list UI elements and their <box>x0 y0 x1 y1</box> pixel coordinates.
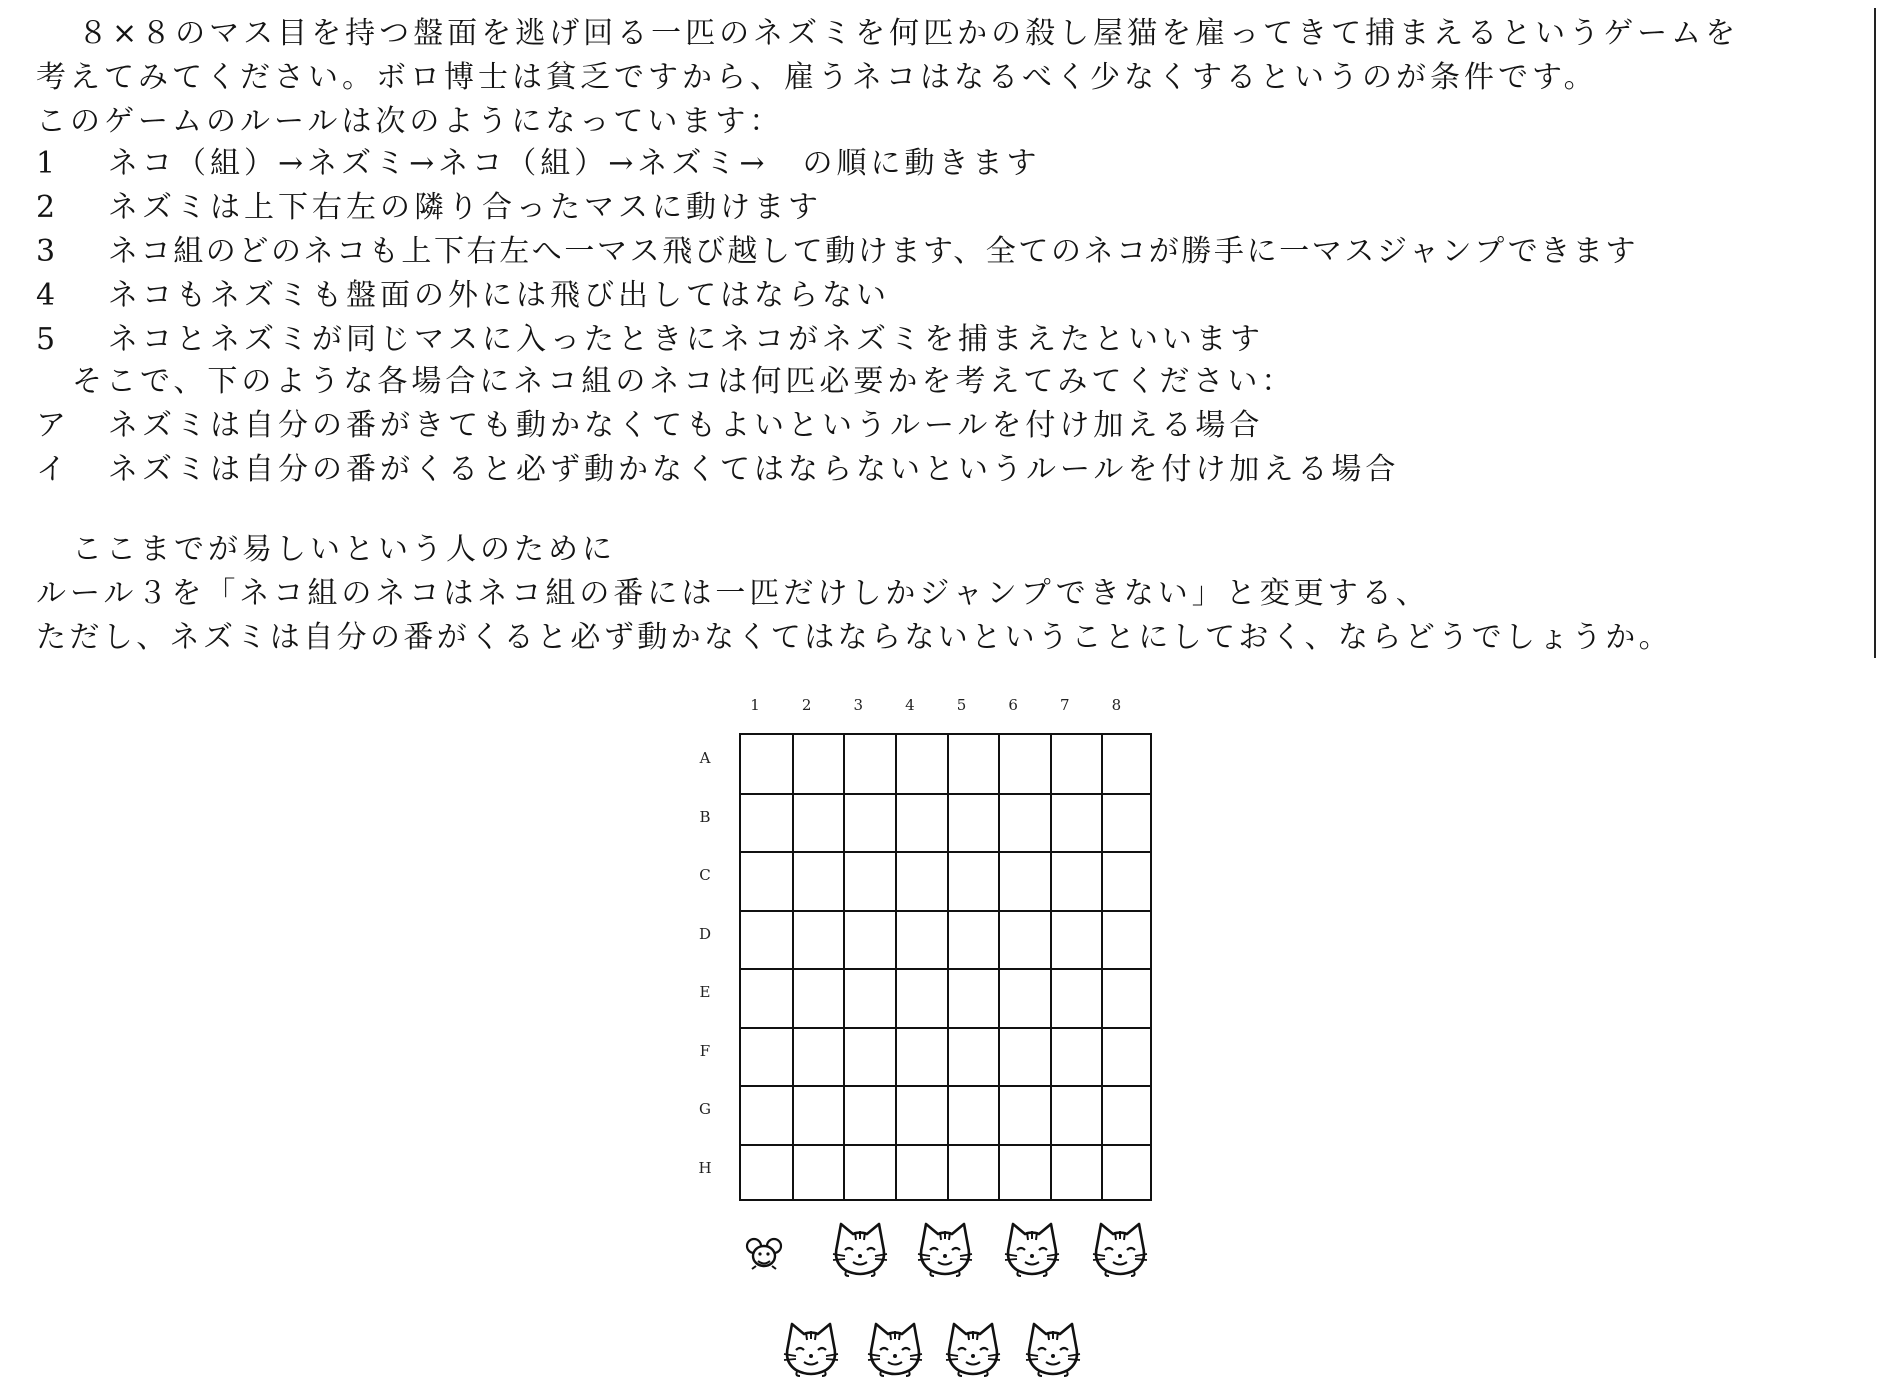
rule-5 <box>36 318 1264 362</box>
case-a <box>36 404 1263 448</box>
rule-text: ネコ（組）→ネズミ→ネコ（組）→ネズミ→ の順に動きます <box>108 146 1041 181</box>
intro-line-1: ８×８のマス目を持つ盤面を逃げ回る一匹のネズミを何匹かの殺し屋猫を雇ってきて捕まえるというゲームを <box>78 16 1740 51</box>
row-label: E <box>699 983 711 1002</box>
rule-text: ネコもネズミも盤面の外には飛び出してはならない <box>108 278 890 313</box>
case-text: ネズミは自分の番がくると必ず動かなくてはならないというルールを付け加える場合 <box>108 452 1400 487</box>
extra-line-3: ただし、ネズミは自分の番がくると必ず動かなくてはならないということにしておく、ならどうでしょうか。 <box>36 620 1672 655</box>
column-label: 8 <box>1111 696 1122 714</box>
case-label: イ <box>36 452 70 487</box>
grid-vline <box>1101 735 1103 1199</box>
rule-3 <box>36 230 1638 274</box>
grid-vline <box>895 735 897 1199</box>
row-label: H <box>698 1158 712 1177</box>
grid-hline <box>741 910 1150 912</box>
row-label: C <box>699 866 711 885</box>
cat-icon <box>780 1320 842 1378</box>
game-board-8x8 <box>739 733 1152 1201</box>
cat-icon <box>914 1220 976 1278</box>
grid-hline <box>741 793 1150 795</box>
intro-line-2: 考えてみてください。ボロ博士は貧乏ですから、雇うネコはなるべく少なくするというのが条件です。 <box>36 60 1598 95</box>
grid-vline <box>843 735 845 1199</box>
row-label: B <box>699 807 711 826</box>
rule-number: 2 <box>36 190 60 225</box>
grid-vline <box>1050 735 1052 1199</box>
rule-1 <box>36 142 1041 186</box>
grid-hline <box>741 1027 1150 1029</box>
rule-4 <box>36 274 890 318</box>
rule-text: ネコとネズミが同じマスに入ったときにネコがネズミを捕まえたといいます <box>108 322 1264 357</box>
grid-hline <box>741 1144 1150 1146</box>
grid-vline <box>998 735 1000 1199</box>
column-label: 4 <box>905 696 915 714</box>
grid-hline <box>741 968 1150 970</box>
cat-icon <box>1022 1320 1084 1378</box>
question-line: そこで、下のような各場合にネコ組のネコは何匹必要かを考えてみてください： <box>72 364 1296 399</box>
cat-icon <box>829 1220 891 1278</box>
mouse-icon <box>744 1236 786 1270</box>
cat-icon <box>1089 1220 1151 1278</box>
column-label: 7 <box>1059 696 1070 714</box>
rule-2 <box>36 186 822 230</box>
cat-icon <box>864 1320 926 1378</box>
column-label: 5 <box>956 696 967 714</box>
rule-text: ネズミは上下右左の隣り合ったマスに動けます <box>108 190 822 225</box>
row-label: D <box>698 924 712 943</box>
page-edge-line <box>1874 8 1876 658</box>
extra-line-2: ルール３を「ネコ組のネコはネコ組の番には一匹だけしかジャンプできない」と変更する、 <box>36 576 1430 611</box>
case-i <box>36 448 1399 492</box>
rule-number: 4 <box>36 278 60 313</box>
rule-number: 1 <box>36 146 60 181</box>
row-label: A <box>699 749 711 768</box>
rule-number: 3 <box>36 234 58 269</box>
case-label: ア <box>36 408 70 443</box>
column-label: 1 <box>750 696 760 714</box>
column-label: 2 <box>801 696 812 714</box>
grid-hline <box>741 851 1150 853</box>
cat-icon <box>1001 1220 1063 1278</box>
grid-vline <box>792 735 794 1199</box>
rule-number: 5 <box>36 322 60 357</box>
row-label: F <box>699 1041 711 1060</box>
column-label: 6 <box>1008 696 1018 714</box>
grid-vline <box>947 735 949 1199</box>
grid-hline <box>741 1085 1150 1087</box>
column-label: 3 <box>853 696 864 714</box>
rule-text: ネコ組のどのネコも上下右左へ一マス飛び越して動けます、全てのネコが勝手に一マスジャンプできます <box>108 234 1639 269</box>
case-text: ネズミは自分の番がきても動かなくてもよいというルールを付け加える場合 <box>108 408 1264 443</box>
cat-icon <box>942 1320 1004 1378</box>
intro-line-3: このゲームのルールは次のようになっています： <box>36 104 784 139</box>
row-label: G <box>699 1100 711 1119</box>
extra-line-1: ここまでが易しいという人のために <box>72 532 616 567</box>
